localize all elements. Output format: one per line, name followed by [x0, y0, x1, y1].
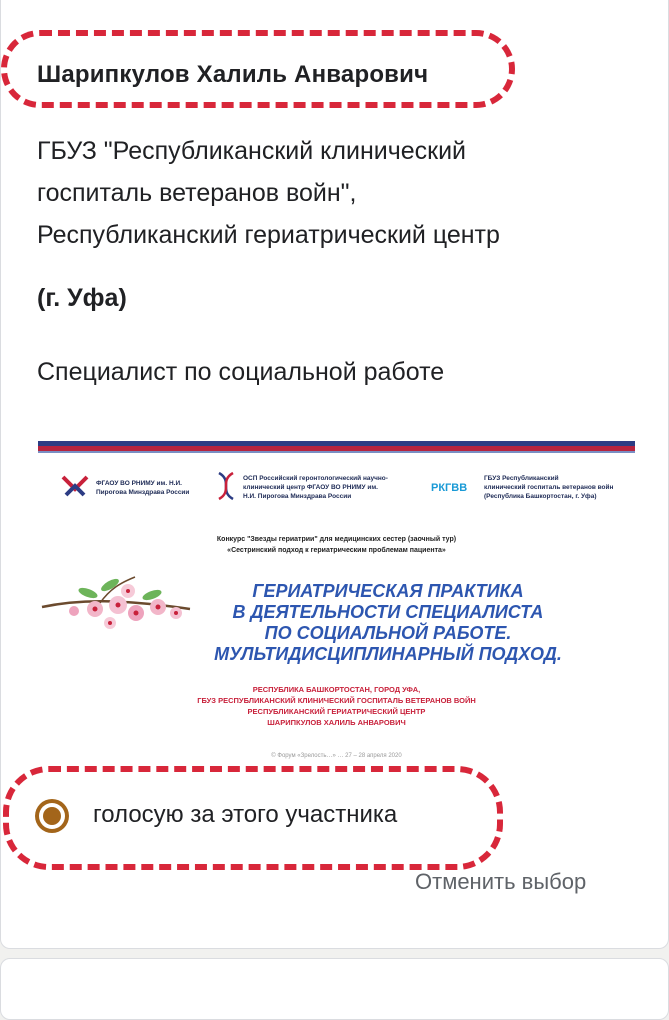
logo1-line: Пирогова Минздрава России: [96, 489, 190, 496]
org-line: госпиталь ветеранов войн",: [37, 179, 357, 207]
slide-stripe: [38, 451, 635, 453]
org-line: Республиканский гериатрический центр: [37, 221, 500, 249]
next-card: [0, 958, 669, 1020]
headline-line: ПО СОЦИАЛЬНОЙ РАБОТЕ.: [264, 623, 512, 643]
logo1-text: [96, 479, 189, 497]
headline-line: ГЕРИАТРИЧЕСКАЯ ПРАКТИКА: [252, 581, 524, 601]
contest-subtitle: «Сестринский подход к гериатрическим проблемам пациента»: [227, 547, 446, 554]
logo3-line: клинический госпиталь ветеранов войн: [484, 484, 614, 491]
logo2-text: [243, 474, 388, 501]
place-line: ШАРИПКУЛОВ ХАЛИЛЬ АНВАРОВИЧ: [267, 718, 406, 727]
contest-title: Конкурс "Звезды гериатрии" для медицинских сестер (заочный тур): [216, 536, 457, 543]
org-line: ГБУЗ "Республиканский клинический: [37, 137, 467, 165]
vote-option-label[interactable]: голосую за этого участника: [93, 801, 398, 828]
participant-role: Специалист по социальной работе: [37, 358, 445, 386]
dna-logo-icon: [216, 471, 236, 501]
headline-line: В ДЕЯТЕЛЬНОСТИ СПЕЦИАЛИСТА: [232, 602, 544, 622]
logo2-line: Н.И. Пирогова Минздрава России: [243, 493, 352, 500]
logo3-line: ГБУЗ Республиканский: [484, 475, 559, 482]
logo2-line: клинический центр ФГАОУ ВО РНИМУ им.: [243, 484, 378, 491]
participant-city: (г. Уфа): [37, 284, 127, 312]
vote-radio-button[interactable]: [35, 799, 69, 833]
place-line: ГБУЗ РЕСПУБЛИКАНСКИЙ КЛИНИЧЕСКИЙ ГОСПИТАЛЬ ВЕТЕРАНОВ ВОЙН: [197, 696, 476, 705]
logo1-line: ФГАОУ ВО РНИМУ им. Н.И.: [96, 480, 182, 487]
place-line: РЕСПУБЛИКАНСКИЙ ГЕРИАТРИЧЕСКИЙ ЦЕНТР: [247, 707, 426, 716]
participant-organization: [37, 130, 637, 256]
cherry-blossom-icon: [40, 569, 200, 639]
logo2-line: ОСП Российский геронтологический научно-: [243, 475, 388, 482]
place-line: РЕСПУБЛИКА БАШКОРТОСТАН, ГОРОД УФА,: [252, 685, 421, 694]
cancel-selection-button[interactable]: Отменить выбор: [415, 869, 587, 894]
slide-footer: © Форум «Зрелость…» … 27 – 28 апреля 2020: [271, 753, 402, 759]
slide-headline: [178, 581, 598, 665]
logo3-text: [484, 474, 613, 501]
logo3-line: (Республика Башкортостан, г. Уфа): [484, 493, 597, 500]
presentation-slide-image: [38, 441, 635, 777]
rkgvv-logo-mark: РКГВВ: [431, 482, 468, 494]
slide-place-info: [38, 684, 635, 728]
rnimu-logo-icon: [60, 473, 90, 499]
radio-selected-dot: [43, 807, 61, 825]
participant-name: Шарипкулов Халиль Анварович: [37, 61, 429, 88]
headline-line: МУЛЬТИДИСЦИПЛИНАРНЫЙ ПОДХОД.: [214, 644, 562, 664]
